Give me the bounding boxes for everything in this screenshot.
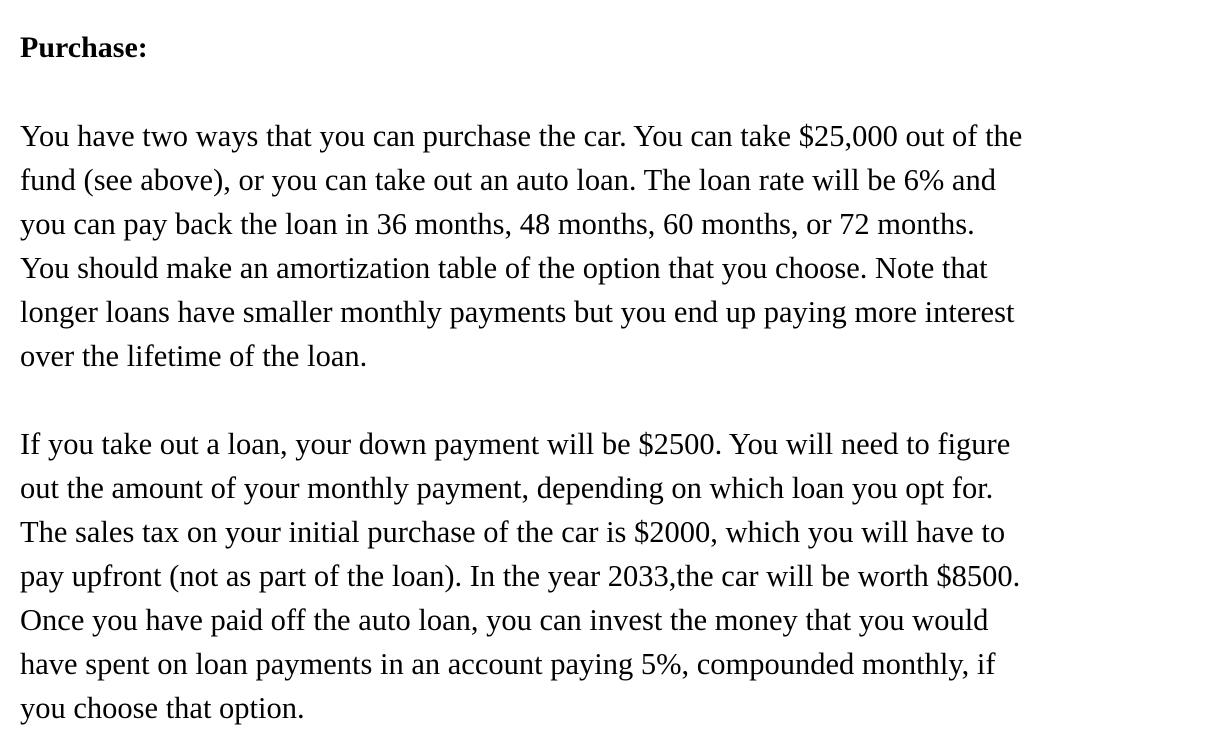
paragraph-line: Once you have paid off the auto loan, you can invest the money that you would [20, 603, 989, 637]
paragraph-line: You have two ways that you can purchase the car. You can take $25,000 out of the [20, 119, 1023, 153]
paragraph-line: you choose that option. [20, 691, 305, 725]
section-heading: Purchase: [20, 31, 148, 64]
paragraph-line: you can pay back the loan in 36 months, 48 months, 60 months, or 72 months. [20, 207, 975, 241]
paragraph-line: over the lifetime of the loan. [20, 339, 368, 373]
paragraph-line: fund (see above), or you can take out an auto loan. The loan rate will be 6% and [20, 163, 996, 197]
paragraph-loan-details [20, 422, 1198, 730]
paragraph-line: longer loans have smaller monthly payments but you end up paying more interest [20, 295, 1015, 329]
paragraph-line: pay upfront (not as part of the loan). In the year 2033,the car will be worth $8500. [20, 559, 1021, 593]
paragraph-line: out the amount of your monthly payment, depending on which loan you opt for. [20, 471, 994, 505]
paragraph-line: You should make an amortization table of the option that you choose. Note that [20, 251, 988, 285]
paragraph-line: have spent on loan payments in an account paying 5%, compounded monthly, if [20, 647, 996, 681]
paragraph-line: The sales tax on your initial purchase of the car is $2000, which you will have to [20, 515, 1006, 549]
paragraph-purchase-options [20, 114, 1198, 378]
paragraph-line: If you take out a loan, your down payment will be $2500. You will need to figure [20, 427, 1011, 461]
